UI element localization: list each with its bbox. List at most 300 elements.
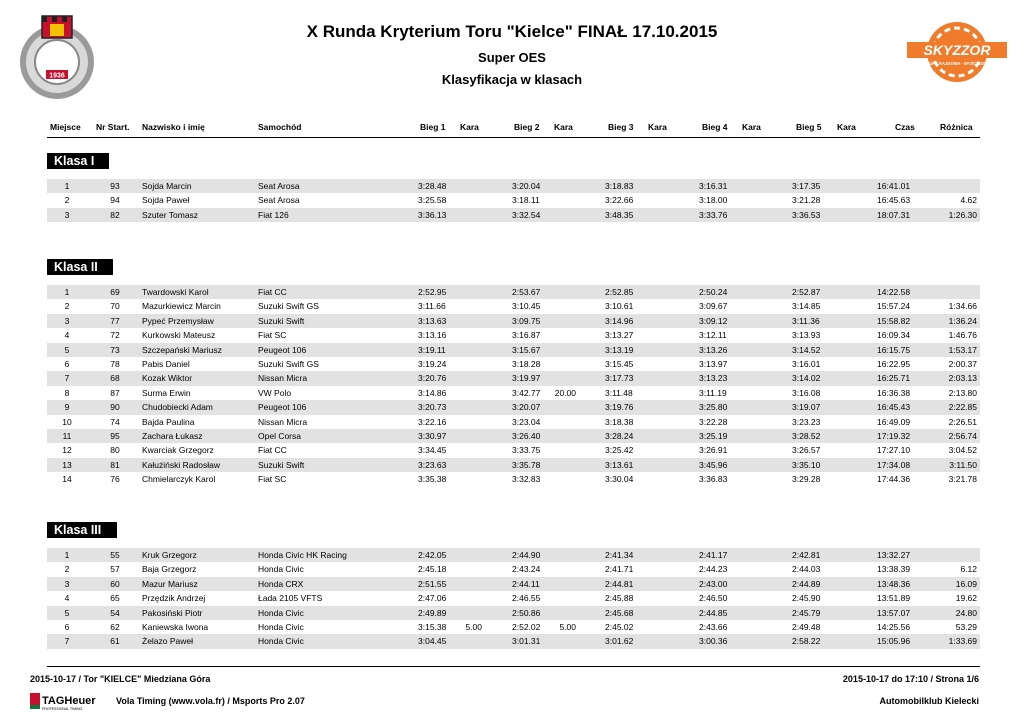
col-kara4: Kara	[742, 122, 761, 132]
run4-time-cell: 3:13.26	[699, 344, 728, 355]
col-nr-start: Nr Start.	[96, 122, 130, 132]
start-number-cell: 93	[110, 181, 120, 191]
col-czas: Czas	[895, 122, 915, 132]
footer-event-info: 2015-10-17 / Tor "KIELCE" Miedziana Góra	[30, 674, 211, 684]
driver-name-cell: Pabis Daniel	[142, 359, 190, 369]
total-time-cell: 16:45.63	[877, 195, 911, 206]
start-number-cell: 65	[110, 593, 120, 604]
place-cell: 6	[64, 359, 70, 369]
run4-time-cell: 2:43.66	[699, 622, 728, 632]
gap-cell: 1:46.76	[948, 330, 977, 341]
place-cell: 2	[64, 301, 70, 312]
col-bieg1: Bieg 1	[420, 122, 446, 132]
run3-time-cell: 2:41.34	[605, 550, 634, 560]
start-number-cell: 54	[110, 607, 120, 618]
table-row	[47, 606, 980, 620]
place-cell: 3	[64, 315, 70, 326]
gap-cell: 2:03.13	[948, 373, 977, 384]
place-cell: 2	[64, 564, 70, 575]
run3-time-cell: 3:15.45	[605, 359, 634, 369]
place-cell: 13	[62, 459, 72, 470]
driver-name-cell: Żelazo Paweł	[142, 636, 194, 647]
col-samochod: Samochód	[258, 122, 302, 132]
gap-cell: 2:00.37	[948, 359, 977, 369]
gap-cell: 1:36.24	[948, 315, 977, 326]
start-number-cell: 76	[110, 474, 120, 485]
table-row	[47, 562, 980, 576]
run2-penalty-cell: 5.00	[559, 622, 576, 632]
run2-time-cell: 3:16.87	[512, 330, 541, 341]
run4-time-cell: 3:25.19	[699, 431, 728, 441]
car-cell: Fiat CC	[258, 287, 287, 297]
run4-time-cell: 3:12.11	[699, 330, 727, 341]
run1-time-cell: 3:04.45	[418, 636, 447, 647]
run5-time-cell: 3:16.01	[792, 359, 821, 369]
car-cell: Peugeot 106	[258, 402, 307, 413]
run5-time-cell: 2:44.89	[792, 578, 821, 589]
car-cell: Honda CRX	[258, 578, 304, 589]
run2-time-cell: 3:33.75	[512, 445, 541, 456]
place-cell: 14	[62, 474, 72, 485]
total-time-cell: 13:57.07	[877, 607, 911, 618]
driver-name-cell: Pypeć Przemysław	[142, 315, 214, 326]
run1-time-cell: 3:19.24	[418, 359, 447, 369]
gap-cell: 1:34.66	[948, 301, 977, 312]
run5-time-cell: 3:23.23	[792, 416, 821, 427]
run3-time-cell: 3:48.35	[605, 209, 634, 220]
run3-time-cell: 3:10.61	[605, 301, 634, 312]
place-cell: 1	[64, 181, 70, 191]
run2-time-cell: 3:09.75	[512, 315, 541, 326]
start-number-cell: 60	[110, 578, 120, 589]
run1-time-cell: 3:36.13	[418, 209, 447, 220]
car-cell: VW Polo	[258, 387, 292, 398]
car-cell: Peugeot 106	[258, 344, 307, 355]
run3-time-cell: 2:41.71	[605, 564, 634, 575]
total-time-cell: 13:32.27	[877, 550, 911, 560]
total-time-cell: 14:22.58	[877, 287, 911, 297]
run2-time-cell: 3:20.07	[512, 402, 541, 413]
start-number-cell: 80	[110, 445, 120, 456]
gap-cell: 2:56.74	[948, 431, 977, 441]
driver-name-cell: Baja Grzegorz	[142, 564, 197, 575]
class-heading: Klasa I	[47, 153, 109, 169]
car-cell: Fiat 126	[258, 209, 289, 220]
car-cell: Łada 2105 VFTS	[258, 593, 323, 604]
gap-cell: 1:33.69	[948, 636, 977, 647]
table-row	[47, 577, 980, 591]
table-row	[47, 472, 980, 486]
skyzzor-subtext: GRUPA RAJDOWA - WYŚCIGOWA	[923, 61, 991, 66]
class-heading: Klasa II	[47, 259, 113, 275]
start-number-cell: 70	[110, 301, 120, 312]
driver-name-cell: Przędzik Andrzej	[142, 593, 206, 604]
driver-name-cell: Sojda Paweł	[142, 195, 190, 206]
run3-time-cell: 3:22.66	[605, 195, 634, 206]
start-number-cell: 68	[110, 373, 120, 384]
car-cell: Seat Arosa	[258, 195, 300, 206]
gap-cell: 2:22.85	[948, 402, 977, 413]
table-row	[47, 285, 980, 299]
run2-time-cell: 3:32.83	[512, 474, 541, 485]
driver-name-cell: Kruk Grzegorz	[142, 550, 197, 560]
run2-time-cell: 3:42.77	[512, 387, 541, 398]
run5-time-cell: 2:44.03	[792, 564, 821, 575]
run1-time-cell: 3:34.45	[418, 445, 447, 456]
place-cell: 5	[64, 344, 70, 355]
col-kara3: Kara	[648, 122, 667, 132]
driver-name-cell: Szczepański Mariusz	[142, 344, 222, 355]
run4-time-cell: 2:44.23	[699, 564, 728, 575]
driver-name-cell: Surma Erwin	[142, 387, 191, 398]
run3-time-cell: 3:19.76	[605, 402, 634, 413]
driver-name-cell: Chudobiecki Adam	[142, 402, 213, 413]
table-row	[47, 371, 980, 385]
table-row	[47, 343, 980, 357]
driver-name-cell: Chmielarczyk Karol	[142, 474, 216, 485]
car-cell: Opel Corsa	[258, 431, 301, 441]
gap-cell: 3:11.50	[949, 459, 977, 470]
car-cell: Seat Arosa	[258, 181, 300, 191]
car-cell: Fiat SC	[258, 474, 287, 485]
total-time-cell: 16:41.01	[877, 181, 911, 191]
gap-cell: 1:53.17	[948, 344, 977, 355]
class-heading: Klasa III	[47, 522, 117, 538]
run1-time-cell: 3:11.66	[418, 301, 446, 312]
total-time-cell: 13:48.36	[877, 578, 911, 589]
run1-time-cell: 3:14.86	[418, 387, 447, 398]
run1-time-cell: 2:49.89	[418, 607, 447, 618]
driver-name-cell: Szuter Tomasz	[142, 209, 199, 220]
gap-cell: 3:21.78	[948, 474, 977, 485]
table-row	[47, 415, 980, 429]
start-number-cell: 73	[110, 344, 120, 355]
col-bieg5: Bieg 5	[796, 122, 822, 132]
run2-time-cell: 2:53.67	[512, 287, 541, 297]
total-time-cell: 14:25.56	[877, 622, 911, 632]
header-divider	[47, 137, 980, 138]
run4-time-cell: 3:09.12	[699, 315, 728, 326]
table-row	[47, 179, 980, 193]
run5-time-cell: 2:52.87	[792, 287, 821, 297]
gap-cell: 3:04.52	[948, 445, 977, 456]
tagheuer-logo	[30, 692, 110, 712]
run5-time-cell: 3:35.10	[792, 459, 821, 470]
run5-time-cell: 2:45.90	[792, 593, 821, 604]
gap-cell: 53.29	[955, 622, 977, 632]
run4-time-cell: 2:46.50	[699, 593, 728, 604]
table-row	[47, 429, 980, 443]
driver-name-cell: Twardowski Karol	[142, 287, 209, 297]
run1-time-cell: 3:25.58	[418, 195, 447, 206]
total-time-cell: 16:25.71	[877, 373, 911, 384]
table-row	[47, 443, 980, 457]
classification-title: Klasyfikacja w klasach	[441, 72, 583, 87]
col-nazwisko: Nazwisko i imię	[142, 122, 205, 132]
run2-time-cell: 2:46.55	[512, 593, 541, 604]
run3-time-cell: 2:45.68	[605, 607, 634, 618]
start-number-cell: 94	[110, 195, 120, 206]
total-time-cell: 18:07.31	[877, 209, 911, 220]
run3-time-cell: 3:11.48	[605, 387, 633, 398]
table-row	[47, 458, 980, 472]
start-number-cell: 61	[110, 636, 120, 647]
run2-time-cell: 3:20.04	[512, 181, 541, 191]
total-time-cell: 17:27.10	[877, 445, 911, 456]
col-kara2: Kara	[554, 122, 573, 132]
run5-time-cell: 3:36.53	[792, 209, 821, 220]
run4-time-cell: 2:50.24	[699, 287, 728, 297]
start-number-cell: 55	[110, 550, 120, 560]
car-cell: Fiat CC	[258, 445, 287, 456]
run4-time-cell: 3:45.96	[699, 459, 728, 470]
run4-time-cell: 3:22.28	[699, 416, 728, 427]
run1-time-cell: 3:30.97	[418, 431, 447, 441]
total-time-cell: 16:36.38	[877, 387, 911, 398]
place-cell: 8	[64, 387, 70, 398]
driver-name-cell: Sojda Marcin	[142, 181, 192, 191]
table-row	[47, 386, 980, 400]
start-number-cell: 90	[110, 402, 120, 413]
run4-time-cell: 3:18.00	[699, 195, 728, 206]
run1-time-cell: 3:20.76	[418, 373, 447, 384]
run1-penalty-cell: 5.00	[465, 622, 482, 632]
run5-time-cell: 3:14.85	[792, 301, 821, 312]
run1-time-cell: 3:28.48	[418, 181, 447, 191]
run3-time-cell: 3:13.61	[605, 459, 634, 470]
run2-time-cell: 3:26.40	[512, 431, 541, 441]
driver-name-cell: Kałużiński Radosław	[142, 459, 220, 470]
place-cell: 11	[62, 431, 72, 441]
table-row	[47, 591, 980, 605]
total-time-cell: 15:57.24	[877, 301, 911, 312]
car-cell: Nissan Micra	[258, 416, 308, 427]
page-subtitle: Super OES	[478, 50, 546, 65]
table-row	[47, 357, 980, 371]
run3-time-cell: 2:52.85	[605, 287, 634, 297]
table-row	[47, 208, 980, 222]
run1-time-cell: 3:13.16	[418, 330, 447, 341]
run4-time-cell: 3:25.80	[699, 402, 728, 413]
car-cell: Suzuki Swift	[258, 459, 305, 470]
footer-organizer: Automobilklub Kielecki	[879, 696, 979, 706]
place-cell: 12	[62, 445, 72, 456]
run2-time-cell: 3:01.31	[512, 636, 541, 647]
start-number-cell: 87	[110, 387, 120, 398]
gap-cell: 6.12	[960, 564, 977, 575]
total-time-cell: 16:15.75	[877, 344, 911, 355]
run2-time-cell: 2:44.11	[512, 578, 540, 589]
start-number-cell: 72	[110, 330, 120, 341]
run5-time-cell: 3:11.36	[792, 315, 820, 326]
run2-time-cell: 2:44.90	[512, 550, 541, 560]
run4-time-cell: 3:00.36	[699, 636, 728, 647]
run2-time-cell: 3:15.67	[512, 344, 541, 355]
car-cell: Suzuki Swift GS	[258, 301, 319, 312]
total-time-cell: 16:09.34	[877, 330, 911, 341]
place-cell: 3	[64, 209, 70, 220]
run5-time-cell: 3:14.02	[792, 373, 821, 384]
driver-name-cell: Bajda Paulina	[142, 416, 195, 427]
run5-time-cell: 3:16.08	[792, 387, 821, 398]
driver-name-cell: Pakosiński Piotr	[142, 607, 203, 618]
table-row	[47, 328, 980, 342]
run5-time-cell: 3:28.52	[792, 431, 821, 441]
run3-time-cell: 3:13.27	[605, 330, 634, 341]
gap-cell: 24.80	[955, 607, 977, 618]
col-bieg4: Bieg 4	[702, 122, 728, 132]
start-number-cell: 77	[110, 315, 120, 326]
gap-cell: 16.09	[955, 578, 977, 589]
place-cell: 2	[64, 195, 70, 206]
run5-time-cell: 3:14.52	[792, 344, 821, 355]
place-cell: 7	[64, 636, 70, 647]
run3-time-cell: 3:17.73	[605, 373, 634, 384]
gap-cell: 1:26.30	[948, 209, 977, 220]
start-number-cell: 82	[110, 209, 120, 220]
place-cell: 6	[64, 622, 70, 632]
driver-name-cell: Mazur Mariusz	[142, 578, 198, 589]
run2-time-cell: 3:35.78	[512, 459, 541, 470]
total-time-cell: 13:51.89	[877, 593, 911, 604]
run2-time-cell: 2:52.02	[512, 622, 541, 632]
place-cell: 7	[64, 373, 70, 384]
place-cell: 10	[62, 416, 72, 427]
run5-time-cell: 2:42.81	[792, 550, 821, 560]
run2-time-cell: 3:19.97	[512, 373, 541, 384]
run5-time-cell: 2:49.48	[792, 622, 821, 632]
gap-cell: 4.62	[960, 195, 977, 206]
run3-time-cell: 3:18.83	[605, 181, 634, 191]
car-cell: Fiat SC	[258, 330, 287, 341]
place-cell: 4	[64, 593, 70, 604]
footer-divider	[47, 666, 980, 667]
run3-time-cell: 3:18.38	[605, 416, 634, 427]
run2-time-cell: 3:32.54	[512, 209, 541, 220]
driver-name-cell: Zachara Łukasz	[142, 431, 203, 441]
run5-time-cell: 3:19.07	[792, 402, 821, 413]
run5-time-cell: 3:29.28	[792, 474, 821, 485]
table-row	[47, 314, 980, 328]
start-number-cell: 81	[110, 459, 120, 470]
run3-time-cell: 3:28.24	[605, 431, 634, 441]
run1-time-cell: 2:42.05	[418, 550, 447, 560]
table-row	[47, 620, 980, 634]
col-bieg2: Bieg 2	[514, 122, 540, 132]
run3-time-cell: 2:45.88	[605, 593, 634, 604]
car-cell: Honda Civic	[258, 564, 304, 575]
car-cell: Honda Civic HK Racing	[258, 550, 347, 560]
total-time-cell: 16:45.43	[877, 402, 911, 413]
run1-time-cell: 2:52.95	[418, 287, 447, 297]
run5-time-cell: 2:45.79	[792, 607, 821, 618]
total-time-cell: 16:49.09	[877, 416, 911, 427]
run3-time-cell: 2:45.02	[605, 622, 634, 632]
footer-page-info: 2015-10-17 do 17:10 / Strona 1/6	[842, 674, 979, 684]
place-cell: 4	[64, 330, 70, 341]
gap-cell: 19.62	[955, 593, 977, 604]
run1-time-cell: 3:35.38	[418, 474, 447, 485]
run1-time-cell: 3:20.73	[418, 402, 447, 413]
run2-time-cell: 3:18.28	[512, 359, 541, 369]
footer-software: Vola Timing (www.vola.fr) / Msports Pro 2.07	[116, 696, 305, 706]
start-number-cell: 78	[110, 359, 120, 369]
start-number-cell: 74	[110, 416, 120, 427]
run5-time-cell: 3:26.57	[792, 445, 821, 456]
run4-time-cell: 3:36.83	[699, 474, 728, 485]
run2-time-cell: 3:23.04	[512, 416, 541, 427]
car-cell: Honda Civic	[258, 622, 304, 632]
run2-time-cell: 3:10.45	[512, 301, 541, 312]
run3-time-cell: 3:25.42	[605, 445, 634, 456]
total-time-cell: 15:05.96	[877, 636, 911, 647]
run4-time-cell: 3:33.76	[699, 209, 728, 220]
run5-time-cell: 3:13.93	[792, 330, 821, 341]
total-time-cell: 17:34.08	[877, 459, 911, 470]
table-row	[47, 634, 980, 648]
run4-time-cell: 3:11.19	[699, 387, 727, 398]
col-miejsce: Miejsce	[50, 122, 81, 132]
run4-time-cell: 3:13.23	[699, 373, 728, 384]
driver-name-cell: Mazurkiewicz Marcin	[142, 301, 221, 312]
run3-time-cell: 3:01.62	[605, 636, 634, 647]
run5-time-cell: 3:17.35	[792, 181, 821, 191]
logo-year: 1936	[49, 72, 65, 80]
run1-time-cell: 2:51.55	[418, 578, 447, 589]
run3-time-cell: 2:44.81	[605, 578, 634, 589]
start-number-cell: 69	[110, 287, 120, 297]
car-cell: Honda Civic	[258, 607, 304, 618]
start-number-cell: 57	[110, 564, 120, 575]
run3-time-cell: 3:14.96	[605, 315, 634, 326]
run1-time-cell: 3:13.63	[418, 315, 447, 326]
driver-name-cell: Kwarciak Grzegorz	[142, 445, 214, 456]
gap-cell: 2:13.80	[948, 387, 977, 398]
run5-time-cell: 3:21.28	[792, 195, 821, 206]
run1-time-cell: 3:22.16	[418, 416, 447, 427]
run2-time-cell: 3:18.11	[512, 195, 540, 206]
col-kara1: Kara	[460, 122, 479, 132]
col-roznica: Różnica	[940, 122, 973, 132]
run4-time-cell: 3:09.67	[699, 301, 728, 312]
place-cell: 1	[64, 287, 70, 297]
run4-time-cell: 3:26.91	[699, 445, 728, 456]
run1-time-cell: 2:47.06	[418, 593, 447, 604]
run5-time-cell: 2:58.22	[792, 636, 821, 647]
run4-time-cell: 2:43.00	[699, 578, 728, 589]
run2-time-cell: 2:50.86	[512, 607, 541, 618]
run4-time-cell: 3:13.97	[699, 359, 728, 369]
driver-name-cell: Kozak Wiktor	[142, 373, 193, 384]
run1-time-cell: 3:19.11	[418, 344, 446, 355]
col-kara5: Kara	[837, 122, 856, 132]
run3-time-cell: 3:30.04	[605, 474, 634, 485]
car-cell: Suzuki Swift GS	[258, 359, 319, 369]
run1-time-cell: 3:15.38	[418, 622, 447, 632]
car-cell: Nissan Micra	[258, 373, 308, 384]
table-row	[47, 400, 980, 414]
table-row	[47, 299, 980, 313]
run1-time-cell: 2:45.18	[418, 564, 447, 575]
run4-time-cell: 2:41.17	[699, 550, 728, 560]
place-cell: 3	[64, 578, 70, 589]
car-cell: Honda Civic	[258, 636, 304, 647]
run4-time-cell: 3:16.31	[699, 181, 728, 191]
driver-name-cell: Kurkowski Mateusz	[142, 330, 216, 341]
page-title: X Runda Kryterium Toru "Kielce" FINAŁ 17.10.2015	[306, 22, 718, 41]
place-cell: 1	[64, 550, 70, 560]
total-time-cell: 15:58.82	[877, 315, 911, 326]
